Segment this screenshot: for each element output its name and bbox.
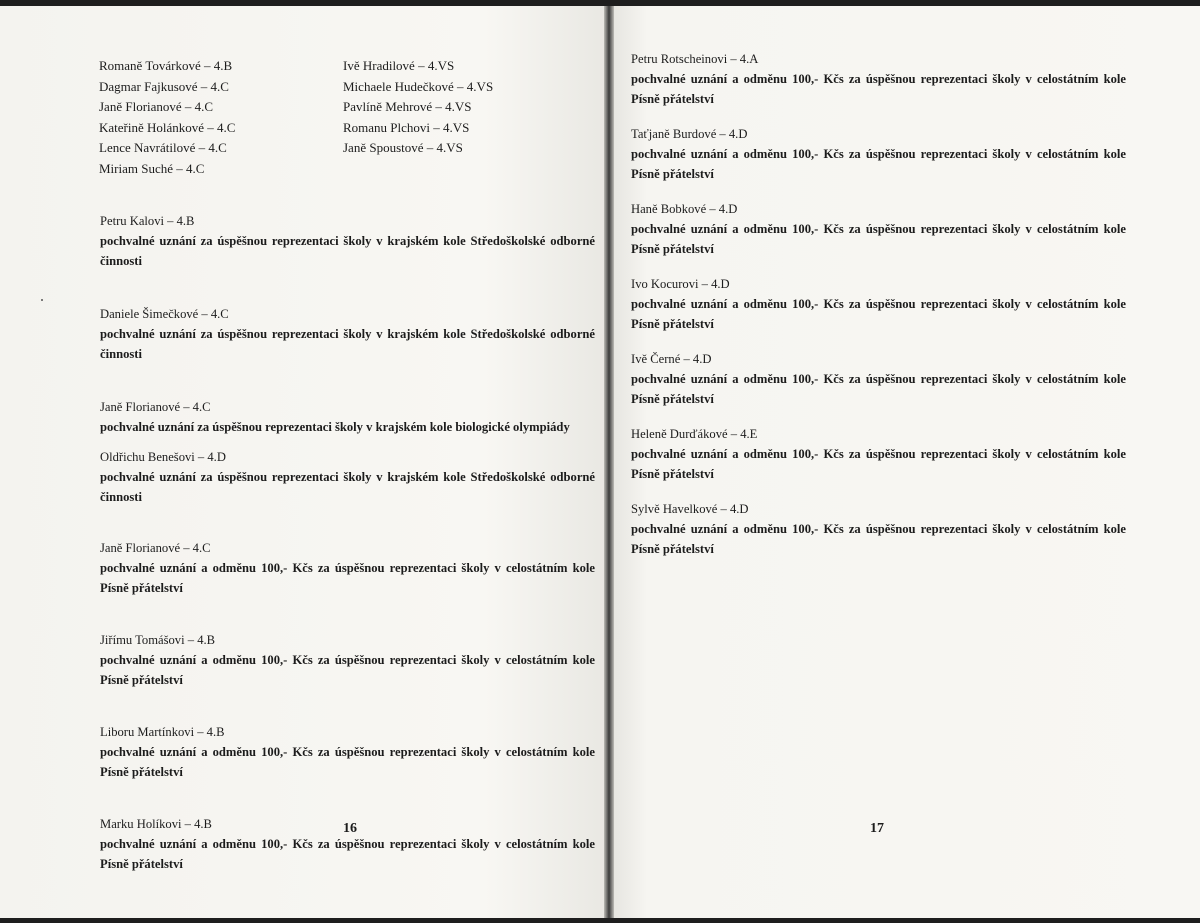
award-text: pochvalné uznání za úspěšnou reprezentaci školy v krajském kole Středoškolské odborné činnosti [100, 234, 595, 268]
recipient-name: Petru Rotscheinovi – 4.A [631, 52, 759, 66]
recipient-name: Janě Florianové – 4.C [100, 400, 211, 414]
award-text: pochvalné uznání a odměnu 100,- Kčs za úspěšnou reprezentaci školy v celostátním kole Písně přátelství [100, 837, 595, 871]
award-text: pochvalné uznání a odměnu 100,- Kčs za úspěšnou reprezentaci školy v celostátním kole Písně přátelství [631, 522, 1126, 556]
award-text: pochvalné uznání a odměnu 100,- Kčs za úspěšnou reprezentaci školy v celostátním kole Písně přátelství [631, 447, 1126, 481]
award-entry [100, 304, 595, 364]
recipient-name: Daniele Šimečkové – 4.C [100, 307, 229, 321]
award-entry [631, 124, 1126, 184]
award-text: pochvalné uznání a odměnu 100,- Kčs za úspěšnou reprezentaci školy v celostátním kole Písně přátelství [631, 372, 1126, 406]
name-line: Romaně Továrkové – 4.B [99, 58, 233, 73]
recipient-name: Petru Kalovi – 4.B [100, 214, 195, 228]
award-entry [100, 447, 595, 507]
name-line: Miriam Suché – 4.C [99, 160, 205, 176]
award-entry [100, 397, 595, 437]
recipient-name: Haně Bobkové – 4.D [631, 202, 738, 216]
award-entry [100, 538, 595, 598]
recipient-name: Heleně Durďákové – 4.E [631, 427, 758, 441]
name-line: Dagmar Fajkusové – 4.C [99, 78, 229, 94]
award-text: pochvalné uznání za úspěšnou reprezentaci školy v krajském kole Středoškolské odborné činnosti [100, 470, 595, 504]
recipient-name: Janě Florianové – 4.C [100, 541, 211, 555]
recipient-name: Taťjaně Burdové – 4.D [631, 127, 748, 141]
award-text: pochvalné uznání za úspěšnou reprezentaci školy v krajském kole Středoškolské odborné činnosti [100, 327, 595, 361]
print-speck [41, 299, 43, 301]
name-line: Ivě Hradilové – 4.VS [343, 58, 455, 73]
award-entry [631, 274, 1126, 334]
award-text: pochvalné uznání a odměnu 100,- Kčs za úspěšnou reprezentaci školy v celostátním kole Písně přátelství [631, 72, 1126, 106]
award-text: pochvalné uznání a odměnu 100,- Kčs za úspěšnou reprezentaci školy v celostátním kole Písně přátelství [631, 297, 1126, 331]
award-text: pochvalné uznání a odměnu 100,- Kčs za úspěšnou reprezentaci školy v celostátním kole Písně přátelství [631, 147, 1126, 181]
award-entry [631, 499, 1126, 559]
right-entries [631, 49, 1126, 559]
recipient-name: Jiřímu Tomášovi – 4.B [100, 633, 216, 647]
recipient-name: Marku Holíkovi – 4.B [100, 817, 212, 831]
award-entry [100, 211, 595, 271]
award-text: pochvalné uznání a odměnu 100,- Kčs za úspěšnou reprezentaci školy v celostátním kole Písně přátelství [100, 653, 595, 687]
recipient-name: Liboru Martínkovi – 4.B [100, 725, 225, 739]
recipient-name: Sylvě Havelkové – 4.D [631, 502, 749, 516]
page-number-right: 17 [870, 821, 884, 836]
award-entry [631, 199, 1126, 259]
names-column-1 [99, 56, 235, 179]
book-gutter [604, 6, 614, 918]
name-line: Romanu Plchovi – 4.VS [343, 119, 470, 135]
award-text: pochvalné uznání za úspěšnou reprezentaci školy v krajském kole biologické olympiády [100, 420, 570, 434]
award-text: pochvalné uznání a odměnu 100,- Kčs za úspěšnou reprezentaci školy v celostátním kole Písně přátelství [100, 561, 595, 595]
name-line: Janě Spoustové – 4.VS [343, 140, 463, 155]
page-number-left: 16 [343, 821, 357, 836]
award-entry [631, 424, 1126, 484]
name-line: Janě Florianové – 4.C [99, 99, 214, 114]
award-text: pochvalné uznání a odměnu 100,- Kčs za úspěšnou reprezentaci školy v celostátním kole Písně přátelství [631, 222, 1126, 256]
award-entry [100, 722, 595, 782]
left-entries [100, 211, 595, 874]
name-line: Pavlíně Mehrové – 4.VS [343, 99, 472, 114]
name-line: Michaele Hudečkové – 4.VS [343, 78, 494, 94]
award-text: pochvalné uznání a odměnu 100,- Kčs za úspěšnou reprezentaci školy v celostátním kole Písně přátelství [100, 745, 595, 779]
award-entry [631, 349, 1126, 409]
award-entry [631, 49, 1126, 109]
names-column-2 [343, 56, 493, 159]
name-line: Kateřině Holánkové – 4.C [99, 119, 236, 135]
recipient-name: Ivo Kocurovi – 4.D [631, 277, 730, 291]
name-line: Lence Navrátilové – 4.C [99, 140, 227, 155]
recipient-name: Oldřichu Benešovi – 4.D [100, 450, 226, 464]
recipient-name: Ivě Černé – 4.D [631, 352, 712, 366]
award-entry [100, 630, 595, 690]
